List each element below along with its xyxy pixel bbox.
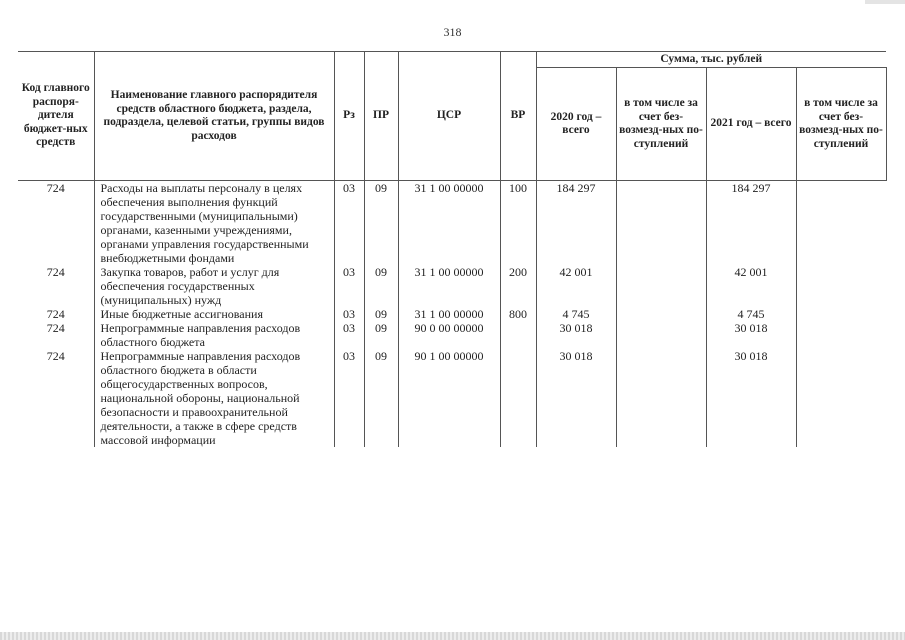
cell-vr xyxy=(500,321,536,349)
table-row xyxy=(18,307,886,321)
cell-2020-grants xyxy=(616,181,706,266)
cell-2020-grants xyxy=(616,265,706,307)
cell-pr: 09 xyxy=(364,265,398,307)
cell-2021-total: 4 745 xyxy=(706,307,796,321)
cell-rz: 03 xyxy=(334,181,364,266)
cell-vr xyxy=(500,349,536,447)
cell-2020-total: 4 745 xyxy=(536,307,616,321)
header-code: Код главного распоря-дителя бюджет-ных средств xyxy=(18,52,94,181)
header-vr: ВР xyxy=(500,52,536,181)
header-2020-grants: в том числе за счет без-возмезд-ных по-ступлений xyxy=(616,68,706,181)
cell-name: Расходы на выплаты персоналу в целях обеспечения выполнения функций государственными (муниципальными) органами, казенными учреждениями, органами управления государственными внебюджетными фондами xyxy=(94,181,334,266)
cell-2021-grants xyxy=(796,321,886,349)
scan-artifact-corner xyxy=(865,0,905,4)
cell-2020-total: 42 001 xyxy=(536,265,616,307)
cell-vr: 200 xyxy=(500,265,536,307)
cell-2020-grants xyxy=(616,307,706,321)
table-row xyxy=(18,321,886,349)
cell-2021-total: 30 018 xyxy=(706,349,796,447)
cell-csr: 31 1 00 00000 xyxy=(398,181,500,266)
cell-pr: 09 xyxy=(364,181,398,266)
table-header xyxy=(18,52,886,181)
cell-rz: 03 xyxy=(334,349,364,447)
header-2021-grants: в том числе за счет без-возмезд-ных по-ступлений xyxy=(796,68,886,181)
header-pr: ПР xyxy=(364,52,398,181)
cell-name: Непрограммные направления расходов областного бюджета xyxy=(94,321,334,349)
cell-pr: 09 xyxy=(364,321,398,349)
cell-csr: 31 1 00 00000 xyxy=(398,265,500,307)
cell-code: 724 xyxy=(18,181,94,266)
cell-rz: 03 xyxy=(334,265,364,307)
table-row xyxy=(18,181,886,266)
cell-name: Закупка товаров, работ и услуг для обеспечения государственных (муниципальных) нужд xyxy=(94,265,334,307)
cell-2021-grants xyxy=(796,307,886,321)
header-sum: Сумма, тыс. рублей xyxy=(536,52,886,68)
table-row xyxy=(18,265,886,307)
cell-csr: 31 1 00 00000 xyxy=(398,307,500,321)
cell-pr: 09 xyxy=(364,307,398,321)
cell-csr: 90 1 00 00000 xyxy=(398,349,500,447)
cell-code: 724 xyxy=(18,321,94,349)
cell-2021-grants xyxy=(796,265,886,307)
header-2021-total: 2021 год – всего xyxy=(706,68,796,181)
cell-vr: 100 xyxy=(500,181,536,266)
header-csr: ЦСР xyxy=(398,52,500,181)
cell-name: Непрограммные направления расходов областного бюджета в области общегосударственных вопросов, национальной обороны, национальной безопасности и правоохранительной деятельности, а также в сфере средств массовой информации xyxy=(94,349,334,447)
cell-2021-total: 42 001 xyxy=(706,265,796,307)
header-2020-total: 2020 год – всего xyxy=(536,68,616,181)
cell-2020-grants xyxy=(616,349,706,447)
table-body xyxy=(18,181,886,448)
cell-2020-grants xyxy=(616,321,706,349)
cell-rz: 03 xyxy=(334,307,364,321)
cell-rz: 03 xyxy=(334,321,364,349)
header-rz: Рз xyxy=(334,52,364,181)
cell-2020-total: 30 018 xyxy=(536,321,616,349)
header-name: Наименование главного распорядителя средств областного бюджета, раздела, подраздела, целевой статьи, группы видов расходов xyxy=(94,52,334,181)
cell-vr: 800 xyxy=(500,307,536,321)
budget-table xyxy=(18,51,887,447)
cell-2021-total: 30 018 xyxy=(706,321,796,349)
scan-artifact-bottom xyxy=(0,632,905,640)
table-row xyxy=(18,349,886,447)
cell-code: 724 xyxy=(18,265,94,307)
cell-csr: 90 0 00 00000 xyxy=(398,321,500,349)
page-number: 318 xyxy=(443,25,462,39)
cell-code: 724 xyxy=(18,307,94,321)
cell-2020-total: 30 018 xyxy=(536,349,616,447)
cell-2021-grants xyxy=(796,181,886,266)
cell-2020-total: 184 297 xyxy=(536,181,616,266)
cell-2021-total: 184 297 xyxy=(706,181,796,266)
cell-name: Иные бюджетные ассигнования xyxy=(94,307,334,321)
cell-code: 724 xyxy=(18,349,94,447)
cell-2021-grants xyxy=(796,349,886,447)
cell-pr: 09 xyxy=(364,349,398,447)
